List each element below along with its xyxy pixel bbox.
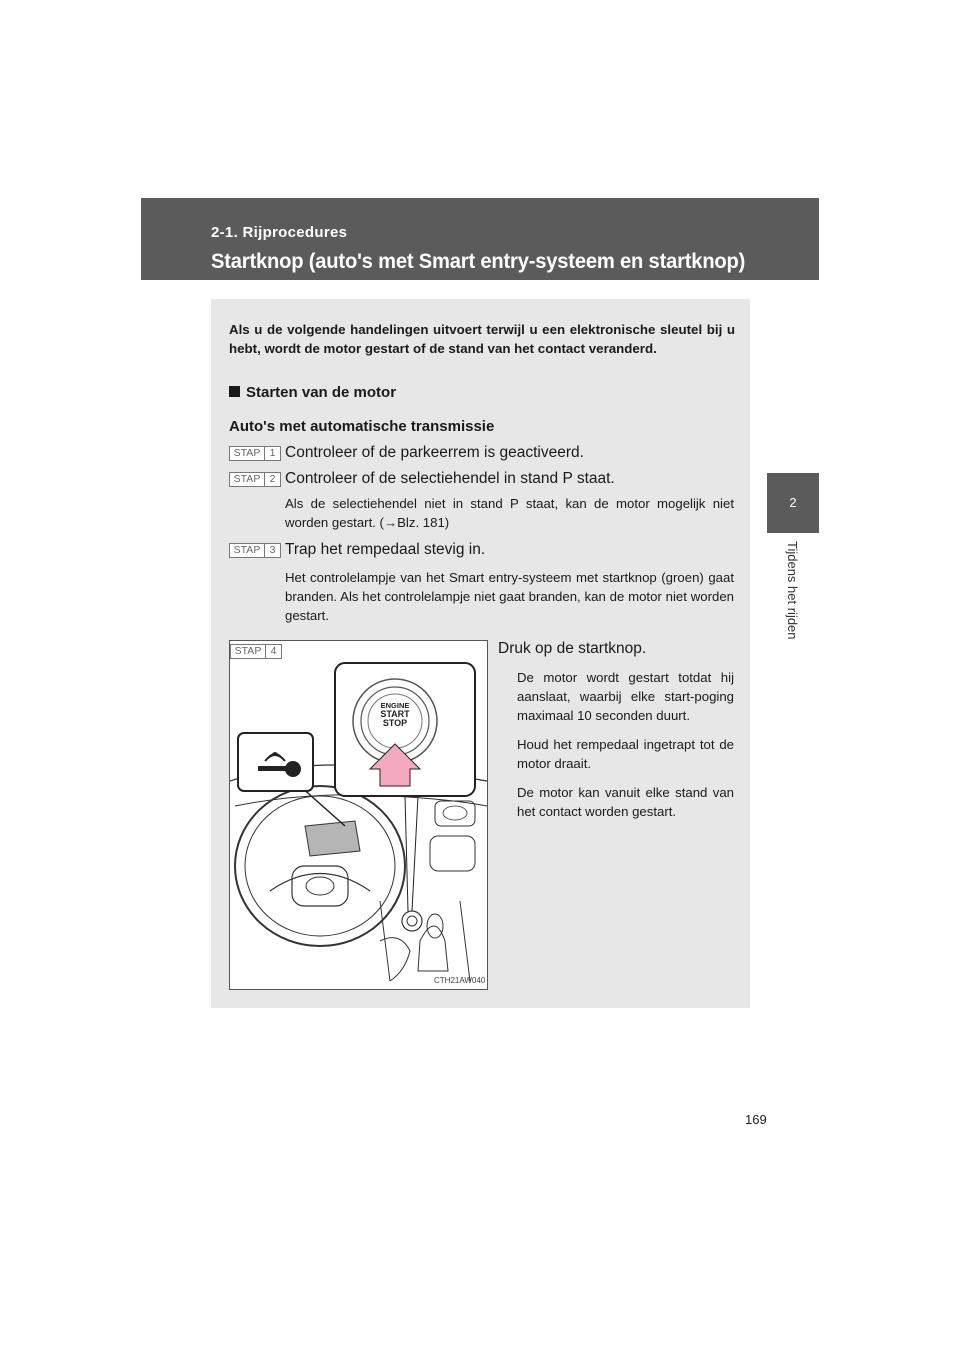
- step-tag: STAP: [229, 446, 265, 461]
- chapter-tab: [767, 533, 819, 698]
- page-number: 169: [745, 1112, 767, 1127]
- engine-start-stop-button-label: [372, 701, 418, 728]
- step-tag: STAP: [229, 543, 265, 558]
- step-badge-4: [230, 644, 282, 659]
- step-number: 3: [265, 543, 281, 558]
- step-badge-3: [229, 543, 281, 558]
- start-button-illustration: [229, 640, 488, 990]
- step-3-note: Het controlelampje van het Smart entry-systeem met startknop (groen) gaat branden. Als het controlelampje niet gaat branden, kan de motor niet worden gestart.: [285, 570, 734, 623]
- step-4-note-2: Houd het rempedaal ingetrapt tot de motor draait.: [517, 737, 734, 771]
- step-number: 2: [265, 472, 281, 487]
- button-line-2: START: [380, 709, 410, 719]
- step-number: 4: [266, 644, 282, 659]
- chapter-number-tab: 2: [767, 473, 819, 533]
- square-bullet-icon: [229, 386, 240, 397]
- step-number: 1: [265, 446, 281, 461]
- section-heading-text: Starten van de motor: [246, 384, 397, 401]
- step-1-text: Controleer of de parkeerrem is geactiveerd.: [285, 444, 584, 461]
- step-tag: STAP: [229, 472, 265, 487]
- step-4-text: Druk op de startknop.: [498, 640, 647, 657]
- section-label: 2-1. Rijprocedures: [211, 224, 348, 241]
- step-2-text: Controleer of de selectiehendel in stand P staat.: [285, 470, 615, 487]
- step-badge-2: [229, 472, 281, 487]
- step-tag: STAP: [230, 644, 266, 659]
- chapter-label: Tijdens het rijden: [785, 541, 800, 640]
- intro-text: Als u de volgende handelingen uitvoert terwijl u een elektronische sleutel bij u hebt, wordt de motor gestart of de stand van het contact veranderd.: [229, 322, 735, 356]
- subsection-heading: Auto's met automatische transmissie: [229, 418, 495, 435]
- button-line-3: STOP: [382, 718, 408, 728]
- step-4-notes: [517, 668, 734, 831]
- step-4-note-3: De motor kan vanuit elke stand van het contact worden gestart.: [517, 785, 734, 819]
- page-header: [141, 198, 819, 280]
- button-line-1: ENGINE: [380, 701, 410, 710]
- step-3-text: Trap het rempedaal stevig in.: [285, 541, 486, 558]
- dashboard-drawing: [230, 641, 487, 989]
- page-title: Startknop (auto's met Smart entry-systeem en startknop): [211, 250, 746, 273]
- step-badge-1: [229, 446, 281, 461]
- section-heading: [229, 384, 396, 401]
- step-2-note: Als de selectiehendel niet in stand P staat, kan de motor mogelijk niet worden gestart. (→Blz. 181): [285, 496, 734, 530]
- step-4-note-1: De motor wordt gestart totdat hij aanslaat, waarbij elke start-poging maximaal 10 seconden duurt.: [517, 670, 734, 723]
- figure-code: CTH21AW040: [434, 976, 486, 985]
